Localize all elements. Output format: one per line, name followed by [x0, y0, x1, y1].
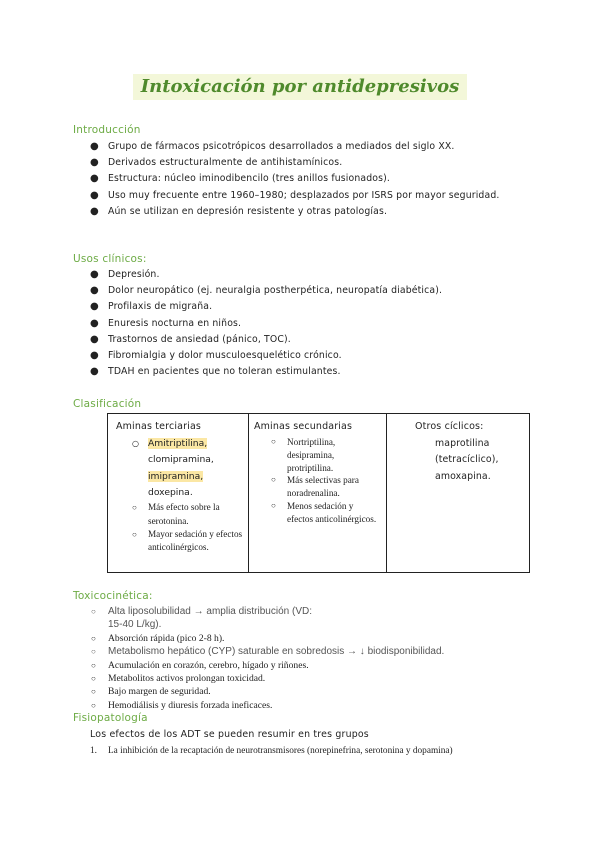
list-item: ● Dolor neuropático (ej. neuralgia postherpética, neuropatía diabética).	[90, 285, 443, 297]
list-item: ● Derivados estructuralmente de antihistamínicos.	[90, 157, 343, 169]
list-item: ● Enuresis nocturna en niños.	[90, 317, 242, 329]
title-wrap	[0, 74, 600, 100]
fisio-intro: Los efectos de los ADT se pueden resumir en tres grupos	[90, 729, 369, 740]
clasificacion-heading: Clasificación	[73, 398, 142, 410]
intro-heading: Introducción	[73, 124, 141, 136]
table-column-terciarias	[108, 414, 249, 572]
list-item: ● Depresión.	[90, 269, 160, 280]
fisio-heading: Fisiopatología	[73, 712, 148, 724]
list-item: ● Uso muy frecuente entre 1960–1980; desplazados por ISRS por mayor seguridad.	[90, 189, 500, 201]
list-item: ○ Más selectivas para noradrenalina.	[271, 475, 359, 499]
list-item: ○ Más efecto sobre la serotonina.	[132, 502, 220, 526]
list-item: ○ Hemodiálisis y diuresis forzada ineficaces.	[91, 699, 273, 711]
classification-table	[107, 413, 530, 573]
column-header: Aminas secundarias	[254, 421, 353, 432]
table-column-otros	[387, 414, 529, 572]
list-item: ○ Bajo margen de seguridad.	[91, 686, 211, 698]
usos-list	[90, 267, 550, 380]
list-item: ● Estructura: núcleo iminodibencilo (tres anillos fusionados).	[90, 173, 391, 185]
fisio-item-text: La inhibición de la recaptación de neurotransmisores (norepinefrina, serotonina y dopamina)	[108, 746, 453, 756]
list-item: ○ Alta liposolubilidad → amplia distribución (VD: 15-40 L/kg).	[91, 606, 312, 631]
toxico-list	[90, 605, 490, 712]
list-item: ○ Menos sedación y efectos anticolinérgicos.	[271, 500, 377, 524]
list-item: imipramina,	[148, 470, 204, 482]
list-number: 1.	[90, 746, 97, 756]
list-item: clomipramina,	[148, 454, 214, 466]
intro-list	[90, 139, 550, 220]
table-column-secundarias	[249, 414, 387, 572]
page-title: Intoxicación por antidepresivos	[133, 74, 468, 100]
list-item: doxepina.	[148, 486, 193, 498]
list-item: ● Trastornos de ansiedad (pánico, TOC).	[90, 333, 291, 345]
list-item: ● Fibromialgia y dolor musculoesquelético crónico.	[90, 350, 342, 362]
list-item: ● Aún se utilizan en depresión resistente y otras patologías.	[90, 205, 388, 217]
list-item: ○ Mayor sedación y efectos anticolinérgicos.	[132, 529, 243, 553]
list-item: ● Profilaxis de migraña.	[90, 301, 213, 313]
column-header: Aminas terciarias	[116, 421, 202, 432]
list-item: ○ Metabolitos activos prolongan toxicidad.	[91, 673, 266, 685]
list-item: ● TDAH en pacientes que no toleran estimulantes.	[90, 366, 341, 378]
list-item: ○ Amitriptilina,	[132, 438, 208, 449]
list-item: ○ Metabolismo hepático (CYP) saturable en sobredosis → ↓ biodisponibilidad.	[91, 646, 445, 658]
fisio-item-1	[90, 746, 453, 756]
terciarias-list	[130, 436, 248, 555]
usos-heading: Usos clínicos:	[73, 253, 147, 265]
toxico-heading: Toxicocinética:	[73, 590, 153, 602]
column-header: Otros cíclicos:	[415, 421, 484, 432]
list-item: ○ Absorción rápida (pico 2-8 h).	[91, 632, 225, 644]
list-item: ○ Acumulación en corazón, cerebro, hígado y riñones.	[91, 659, 309, 671]
list-item: ○ Nortriptilina, desipramina, protriptilina.	[271, 437, 336, 473]
list-item: ● Grupo de fármacos psicotrópicos desarrollados a mediados del siglo XX.	[90, 141, 455, 152]
otros-text: maprotilina (tetracíclico), amoxapina.	[435, 438, 499, 482]
secundarias-list	[269, 436, 381, 526]
